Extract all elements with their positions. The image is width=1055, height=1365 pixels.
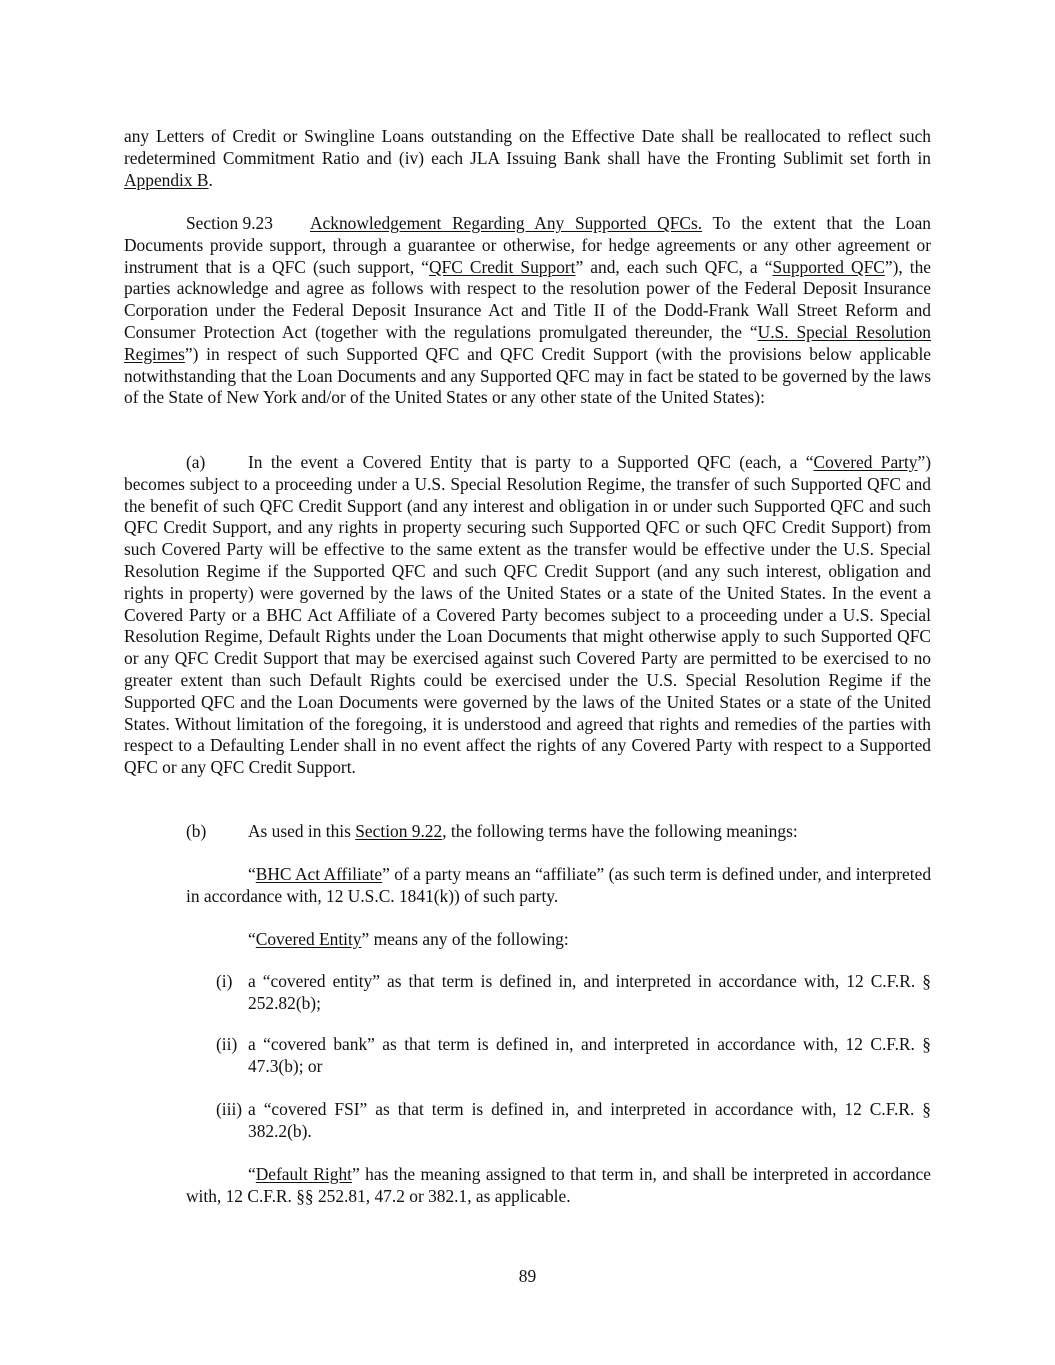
definition-covered-entity bbox=[186, 929, 931, 951]
list-item-label: (i) bbox=[216, 971, 233, 991]
intro-text-end: . bbox=[208, 169, 213, 190]
definition-default-right bbox=[186, 1164, 931, 1208]
item-b-paragraph bbox=[124, 821, 931, 843]
intro-text: any Letters of Credit or Swingline Loans outstanding on the Effective Date shall be reallocated to reflect such redetermined Commitment Ratio and (iv) each JLA Issuing Bank shall have the Fronting Sublimit set forth in bbox=[124, 126, 931, 168]
page-number: 89 bbox=[518, 1266, 537, 1286]
defined-term-bhc-act-affiliate: BHC Act Affiliate bbox=[255, 864, 383, 884]
defined-term-default-right: Default Right bbox=[255, 1164, 352, 1184]
list-item bbox=[216, 971, 931, 1015]
list-item bbox=[216, 1034, 931, 1078]
section-number: Section 9.23 bbox=[186, 213, 273, 233]
section-title: Acknowledgement Regarding Any Supported QFCs. bbox=[310, 213, 703, 233]
item-a-text: ”) becomes subject to a proceeding under a U.S. Special Resolution Regime, the transfer of such Supported QFC and the benefit of such QFC Credit Support (and any interest and obligation in or under such Supported QFC and such QFC Credit Support, and any rights in property securing such Supported QFC or such QFC Credit Support) from such Covered Party will be effective to the same extent as the transfer would be effective under the U.S. Special Resolution Regime if the Supported QFC and such QFC Credit Support (and any such interest, obligation and rights in property) were governed by the laws of the United States or a state of the United States. In the event a Covered Party or a BHC Act Affiliate of a Covered Party becomes subject to a proceeding under a U.S. Special Resolution Regime, Default Rights under the Loan Documents that might otherwise apply to such Supported QFC or any QFC Credit Support that may be exercised against such Covered Party are permitted to be exercised to no greater extent than such Default Rights could be exercised under the U.S. Special Resolution Regime if the Supported QFC and the Loan Documents were governed by the laws of the United States or a state of the United States. Without limitation of the foregoing, it is understood and agreed that rights and remedies of the parties with respect to a Defaulting Lender shall in no event affect the rights of any Covered Party with respect to a Supported QFC or any QFC Credit Support. bbox=[124, 452, 931, 778]
defined-term-supported-qfc: Supported QFC bbox=[772, 256, 885, 277]
list-item bbox=[216, 1099, 931, 1143]
item-a-text: In the event a Covered Entity that is party to a Supported QFC (each, a “ bbox=[248, 452, 814, 472]
item-a-paragraph bbox=[124, 452, 931, 779]
section-text: ”) in respect of such Supported QFC and QFC Credit Support (with the provisions below applicable notwithstanding that the Loan Documents and any Supported QFC may in fact be stated to be governed by the laws of the State of New York and/or of the United States or any other state of the United States): bbox=[124, 343, 931, 408]
defined-term-covered-entity: Covered Entity bbox=[255, 929, 362, 949]
definition-bhc-act-affiliate bbox=[186, 864, 931, 908]
section-text: ”), the parties acknowledge and agree as follows with respect to the resolution power of the Federal Deposit Insurance Corporation under the Federal Deposit Insurance Act and Title II of the Dodd-Frank Wall Street Reform and Consumer Protection Act (together with the regulations promulgated thereunder, the “ bbox=[124, 256, 932, 342]
definition-text: ” has the meaning assigned to that term in, and shall be interpreted in accordance with, 12 C.F.R. §§ 252.81, 47.2 or 382.1, as applicable. bbox=[186, 1164, 931, 1206]
section-text: ” and, each such QFC, a “ bbox=[575, 256, 773, 277]
defined-term-us-special-resolution-regimes: U.S. Special Resolution Regimes bbox=[124, 321, 932, 364]
list-item-text: a “covered bank” as that term is defined in, and interpreted in accordance with, 12 C.F.R. § 47.3(b); or bbox=[248, 1034, 931, 1076]
section-9-22-reference: Section 9.22 bbox=[355, 821, 443, 841]
list-item-label: (ii) bbox=[216, 1034, 238, 1054]
intro-paragraph bbox=[124, 126, 931, 191]
definition-text: ” means any of the following: bbox=[361, 929, 569, 949]
appendix-b-reference: Appendix B bbox=[124, 169, 209, 190]
item-b-text: , the following terms have the following meanings: bbox=[442, 821, 798, 841]
definition-text: ” of a party means an “affiliate” (as such term is defined under, and interpreted in accordance with, 12 U.S.C. 1841(k)) of such party. bbox=[186, 864, 932, 906]
list-item-text: a “covered entity” as that term is defined in, and interpreted in accordance with, 12 C.F.R. § 252.82(b); bbox=[248, 971, 931, 1013]
open-quote: “ bbox=[248, 1164, 256, 1184]
defined-term-qfc-credit-support: QFC Credit Support bbox=[429, 256, 576, 277]
list-item-text: a “covered FSI” as that term is defined in, and interpreted in accordance with, 12 C.F.R. § 382.2(b). bbox=[248, 1099, 931, 1141]
item-b-label: (b) bbox=[186, 821, 207, 841]
list-item-label: (iii) bbox=[216, 1099, 243, 1119]
item-a-label: (a) bbox=[186, 452, 206, 472]
section-9-23-paragraph bbox=[124, 213, 931, 409]
section-text: To the extent that the Loan Documents provide support, through a guarantee or otherwise, for hedge agreements or any other agreement or instrument that is a QFC (such support, “ bbox=[124, 213, 931, 277]
item-b-text: As used in this bbox=[248, 821, 356, 841]
defined-term-covered-party: Covered Party bbox=[813, 452, 918, 472]
open-quote: “ bbox=[248, 864, 256, 884]
open-quote: “ bbox=[248, 929, 256, 949]
